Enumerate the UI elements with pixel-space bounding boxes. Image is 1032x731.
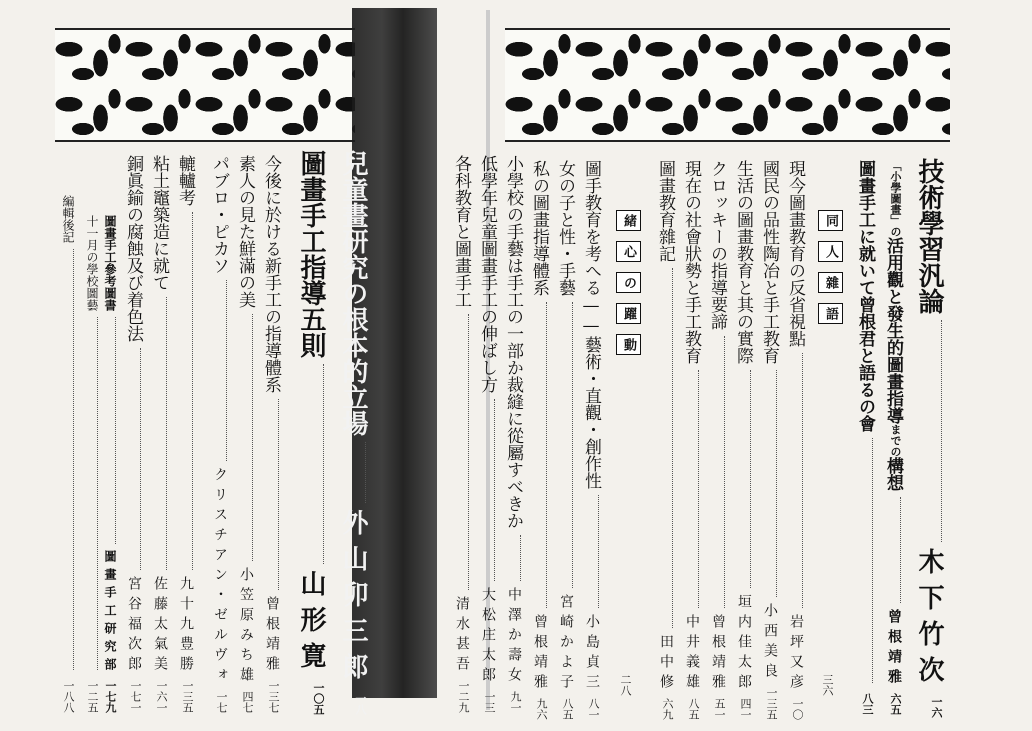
entry-title: 十一月の學校圖藝: [85, 215, 99, 311]
entry-page: 五一: [713, 698, 726, 720]
entry-page: 九一: [509, 691, 522, 713]
entry-author: 圖畫手工研究部: [103, 550, 117, 676]
entry-page: 四七: [241, 691, 254, 713]
toc-entry-2[interactable]: [884, 160, 901, 715]
toc-entry[interactable]: [478, 155, 495, 713]
entry-page: 八一: [587, 698, 600, 720]
entry-author: 中澤か壽女: [506, 587, 522, 687]
toc-entry[interactable]: [504, 155, 521, 713]
entry-title: 生活の圖畫教育と其の實際: [733, 160, 753, 364]
entry-title: クロッキーの指導要諦: [707, 160, 727, 330]
entry-author: 山形寛: [296, 570, 326, 678]
toc-entry[interactable]: [124, 155, 141, 713]
leader-dots: [340, 442, 366, 503]
section-header-page: 三六: [821, 674, 834, 696]
entry-prefix: 「小學圖畫」の: [889, 160, 902, 237]
toc-entry[interactable]: [86, 215, 98, 713]
leader-dots: [556, 302, 573, 588]
entry-page: 一二五: [86, 680, 99, 713]
entry-title: 女の子と性・手藝: [555, 160, 575, 296]
toc-entry[interactable]: [760, 160, 777, 720]
entry-author: 清水甚吾: [454, 596, 470, 676]
decorative-leaf-border-left: [55, 28, 355, 142]
leader-dots: [530, 302, 547, 608]
entry-author: 木下竹次: [914, 548, 944, 692]
leader-dots: [582, 495, 599, 608]
toc-entry[interactable]: [656, 160, 673, 720]
leader-dots: [86, 317, 98, 670]
leader-dots: [786, 353, 803, 608]
toc-entry[interactable]: [176, 155, 193, 713]
entry-author: 宮谷福次郎: [126, 576, 142, 676]
entry-page: 一二九: [457, 680, 470, 713]
entry-page: 一六: [930, 696, 943, 718]
leader-dots: [298, 364, 324, 564]
leader-dots: [884, 497, 901, 603]
entry-title: 活用觀と發生的圖畫指導: [883, 237, 903, 424]
leader-dots: [734, 370, 751, 588]
entry-author: 外山卯三郎: [338, 509, 368, 689]
leader-dots: [62, 249, 74, 670]
entry-author: 田中修: [658, 634, 674, 694]
entry-title: 現今圖畫教育の反省視點: [785, 160, 805, 347]
entry-page: 一三五: [181, 680, 194, 713]
entry-page: 四一: [739, 698, 752, 720]
leader-dots: [682, 370, 699, 608]
toc-entry[interactable]: [452, 155, 469, 713]
leader-dots: [656, 268, 673, 628]
entry-author: 佐藤太氣美: [152, 576, 168, 676]
entry-title: 現在の社會狀勢と手工教育: [681, 160, 701, 364]
entry-page: 一三: [483, 691, 496, 713]
entry-title: 私の圖畫指導體系: [529, 160, 549, 296]
entry-author: 小島貞三: [584, 614, 600, 694]
leader-dots: [504, 535, 521, 581]
entry-suffix: までの: [889, 424, 902, 457]
toc-entry[interactable]: [262, 155, 279, 713]
entry-page: 九六: [535, 698, 548, 720]
entry-page: 八五: [687, 698, 700, 720]
toc-entry[interactable]: [150, 155, 167, 713]
section-header-page: 二八: [619, 674, 632, 696]
decorative-leaf-border-right: [505, 28, 950, 142]
leader-dots: [452, 314, 469, 590]
entry-title: 銅眞鍮の腐蝕及び着色法: [123, 155, 143, 342]
entry-author: 岩坪又彦: [788, 614, 804, 694]
entry-page: 一六一: [155, 680, 168, 713]
entry-title: パブロ・ピカソ: [209, 155, 229, 274]
leader-dots: [176, 212, 193, 570]
leader-dots: [150, 297, 167, 570]
toc-entry[interactable]: [708, 160, 725, 720]
entry-page: 一八八: [62, 680, 75, 713]
toc-entry-main[interactable]: [916, 158, 942, 718]
entry-page: 一三七: [267, 680, 280, 713]
entry-page: 八三: [861, 693, 874, 715]
entry-author: 曾根靖雅: [264, 596, 280, 676]
toc-entry[interactable]: [582, 160, 599, 720]
entry-title: 圖畫手工指導五則: [296, 150, 326, 358]
entry-title: 圖畫手工參考圖書: [103, 215, 117, 311]
entry-author: 曾根靖雅: [532, 614, 548, 694]
toc-entry-feature[interactable]: [340, 150, 366, 715]
entry-title: 兒童畫研究の根本的立場: [338, 150, 368, 436]
entry-page: 一七一: [129, 680, 142, 713]
entry-page: 一〇五: [312, 682, 325, 715]
leader-dots: [104, 317, 116, 544]
entry-title: 今後に於ける新手工の指導體系: [261, 155, 281, 393]
entry-page: 一七: [215, 691, 228, 713]
toc-entry-3[interactable]: [856, 160, 873, 715]
entry-title: 轆轤考: [175, 155, 195, 206]
section-header-jousin: 緒 心 の 躍 動: [616, 210, 641, 355]
toc-entry[interactable]: [530, 160, 547, 720]
entry-page: 一〇: [791, 698, 804, 720]
entry-title: 圖手教育を考へる——藝術・直觀・創作性: [581, 160, 601, 489]
entry-title: 低學年兒童圖畫手工の伸ばし方: [477, 155, 497, 393]
entry-title: 圖畫手工に就いて曾根君と語るの會: [855, 160, 875, 432]
leader-dots: [262, 399, 279, 590]
entry-author: 中井義雄: [684, 614, 700, 694]
entry-author: 曾根靖雅: [886, 609, 902, 689]
entry-author: 宮崎かよ子: [558, 594, 574, 694]
toc-entry[interactable]: [556, 160, 573, 720]
entry-author: 小西美良: [762, 603, 778, 683]
entry-page: 八五: [561, 698, 574, 720]
toc-entry[interactable]: [786, 160, 803, 720]
toc-entry[interactable]: [62, 195, 74, 713]
toc-entry-feature[interactable]: [298, 150, 324, 715]
leader-dots: [856, 438, 873, 683]
toc-entry[interactable]: [682, 160, 699, 720]
toc-entry[interactable]: [734, 160, 751, 720]
leader-dots: [760, 370, 777, 597]
entry-title: 編輯後記: [61, 195, 75, 243]
entry-author: 曾根靖雅: [710, 614, 726, 694]
leader-dots: [210, 280, 227, 461]
section-header-doujin: 同 人 雜 語: [818, 210, 843, 324]
entry-title: 粘土竈築造に就て: [149, 155, 169, 291]
entry-page: 六九: [661, 698, 674, 720]
entry-author: 垣内佳太郎: [736, 594, 752, 694]
entry-author: 小笠原みち雄: [238, 567, 254, 687]
entry-page: 一七九: [104, 680, 117, 713]
leader-dots: [236, 314, 253, 561]
toc-entry[interactable]: [210, 155, 227, 713]
leader-dots: [916, 320, 942, 542]
entry-page: 一三五: [765, 687, 778, 720]
entry-title: 素人の見た鮮滿の美: [235, 155, 255, 308]
entry-title: 圖畫教育雜記: [655, 160, 675, 262]
entry-page: 六五: [889, 693, 902, 715]
toc-entry[interactable]: [236, 155, 253, 713]
entry-author: 九十九豊勝: [178, 576, 194, 676]
entry-title: 技術學習汎論: [914, 158, 944, 314]
entry-title: 國民の品性陶冶と手工教育: [759, 160, 779, 364]
entry-title: 小學校の手藝は手工の一部か裁縫に從屬すべきか: [503, 155, 523, 529]
entry-author: 大松庄太郎: [480, 587, 496, 687]
entry-title-2: 構想: [883, 457, 903, 491]
leader-dots: [124, 348, 141, 570]
leader-dots: [708, 336, 725, 608]
toc-entry[interactable]: [104, 215, 116, 713]
entry-page: 一八: [354, 693, 367, 715]
leader-dots: [478, 399, 495, 581]
entry-title: 各科教育と圖畫手工: [451, 155, 471, 308]
entry-author: クリスチアン・ゼルヴォ: [212, 467, 228, 687]
